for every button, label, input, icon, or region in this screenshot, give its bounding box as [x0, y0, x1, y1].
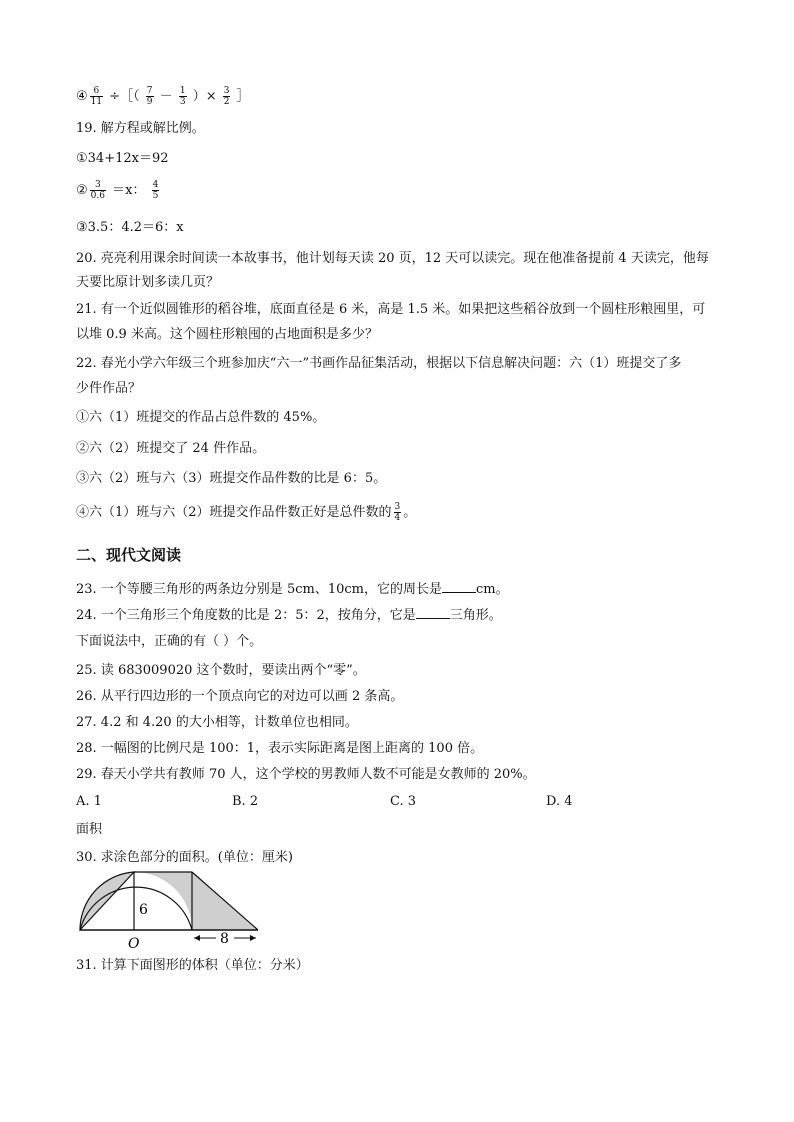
question-text: 24. 一个三角形三个角度数的比是 2：5：2，按角分，它是: [76, 608, 416, 623]
numerator: 3: [394, 502, 401, 512]
q22-item-3: ③六（2）班与六（3）班提交作品件数的比是 6：5。: [76, 471, 387, 486]
numerator: 1: [179, 86, 186, 96]
item-text: ④六（1）班与六（2）班提交作品件数正好是总件数的: [76, 505, 392, 520]
area-section-heading: 面积: [76, 822, 103, 837]
question-31: 31. 计算下面图形的体积（单位：分米）: [76, 958, 309, 973]
denominator: 4: [394, 513, 401, 523]
center-label: O: [128, 936, 140, 950]
shaded-area-figure: [76, 868, 266, 950]
option-d[interactable]: D. 4: [546, 794, 573, 809]
question-27: 27. 4.2 和 4.20 的大小相等，计数单位也相同。: [76, 715, 358, 730]
question-30: 30. 求涂色部分的面积。(单位：厘米): [76, 850, 293, 865]
numerator: 7: [146, 86, 153, 96]
q19-item-3: ③3.5：4.2＝6：x: [76, 220, 184, 235]
section-heading: 二、现代文阅读: [76, 546, 182, 564]
numerator: 6: [90, 86, 103, 97]
numerator: 4: [152, 180, 159, 190]
question-24: [76, 606, 502, 625]
operator-text: －: [159, 89, 173, 104]
question-text: 23. 一个等腰三角形的两条边分别是 5cm、10cm，它的周长是: [76, 582, 442, 597]
width-label: 8: [220, 931, 229, 947]
question-22-line-1: 22. 春光小学六年级三个班参加庆“六一”书画作品征集活动，根据以下信息解决问题：六（1）班提交了多: [76, 356, 682, 371]
q19-item-1: ①34+12x＝92: [76, 151, 169, 166]
question-28: 28. 一幅图的比例尺是 100：1，表示实际距离是图上距离的 100 倍。: [76, 741, 484, 756]
arrow-left-icon: [194, 935, 200, 941]
option-b[interactable]: B. 2: [232, 794, 259, 809]
q22-item-4: [76, 502, 416, 523]
question-25: 25. 读 683009020 这个数时，要读出两个“零”。: [76, 663, 366, 678]
denominator: 5: [152, 191, 159, 201]
numerator: 3: [223, 86, 230, 96]
arrow-right-icon: [250, 935, 256, 941]
q18-item-4: [76, 86, 250, 107]
question-text-end: cm。: [475, 582, 509, 597]
question-22-line-2: 少件作品？: [76, 381, 142, 396]
shaded-segment: [80, 872, 134, 930]
q22-item-2: ②六（2）班提交了 24 件作品。: [76, 441, 266, 456]
item-number: ④: [76, 89, 88, 104]
operator-text: ）×: [192, 89, 217, 104]
question-19: 19. 解方程或解比例。: [76, 121, 205, 136]
fraction: [90, 86, 103, 107]
operator-text: ］: [236, 89, 250, 104]
q19-item-2: [76, 180, 161, 201]
fraction: [394, 502, 402, 523]
question-29: 29. 春天小学共有教师 70 人，这个学校的男教师人数不可能是女教师的 20%。: [76, 767, 536, 782]
fraction: [152, 180, 160, 201]
fraction: [223, 86, 231, 107]
height-label: 6: [139, 902, 148, 918]
answer-blank[interactable]: [416, 606, 450, 619]
denominator: 11: [90, 97, 103, 107]
denominator: 0.6: [90, 191, 105, 201]
question-20-line-1: 20. 亮亮利用课余时间读一本故事书，他计划每天读 20 页，12 天可以读完。现在他准备提前 4 天读完，他每: [76, 251, 709, 266]
fraction: [179, 86, 187, 107]
denominator: 9: [146, 97, 153, 107]
item-number: ②: [76, 183, 88, 198]
denominator: 3: [179, 97, 186, 107]
fraction: [146, 86, 154, 107]
q22-item-1: ①六（1）班提交的作品占总件数的 45%。: [76, 410, 326, 425]
operator-text: ＝x：: [112, 183, 146, 198]
numerator: 3: [90, 180, 106, 191]
question-text-end: 三角形。: [449, 608, 502, 623]
option-c[interactable]: C. 3: [390, 794, 417, 809]
question-20-line-2: 天要比原计划多读几页？: [76, 275, 220, 290]
question-23: [76, 580, 509, 599]
shaded-region: [134, 872, 192, 930]
question-26: 26. 从平行四边形的一个顶点向它的对边可以画 2 条高。: [76, 689, 404, 704]
fraction: [90, 180, 106, 201]
question-21-line-2: 以堆 0.9 米高。这个圆柱形粮囤的占地面积是多少？: [76, 327, 378, 342]
denominator: 2: [223, 97, 230, 107]
judge-intro: 下面说法中，正确的有（ ）个。: [76, 634, 263, 649]
item-text-end: 。: [403, 505, 417, 520]
option-a[interactable]: A. 1: [76, 794, 102, 809]
operator-text: ÷［（: [109, 89, 140, 104]
answer-blank[interactable]: [442, 580, 476, 593]
question-21-line-1: 21. 有一个近似圆锥形的稻谷堆，底面直径是 6 米，高是 1.5 米。如果把这些稻谷放到一个圆柱形粮囤里，可: [76, 302, 706, 317]
